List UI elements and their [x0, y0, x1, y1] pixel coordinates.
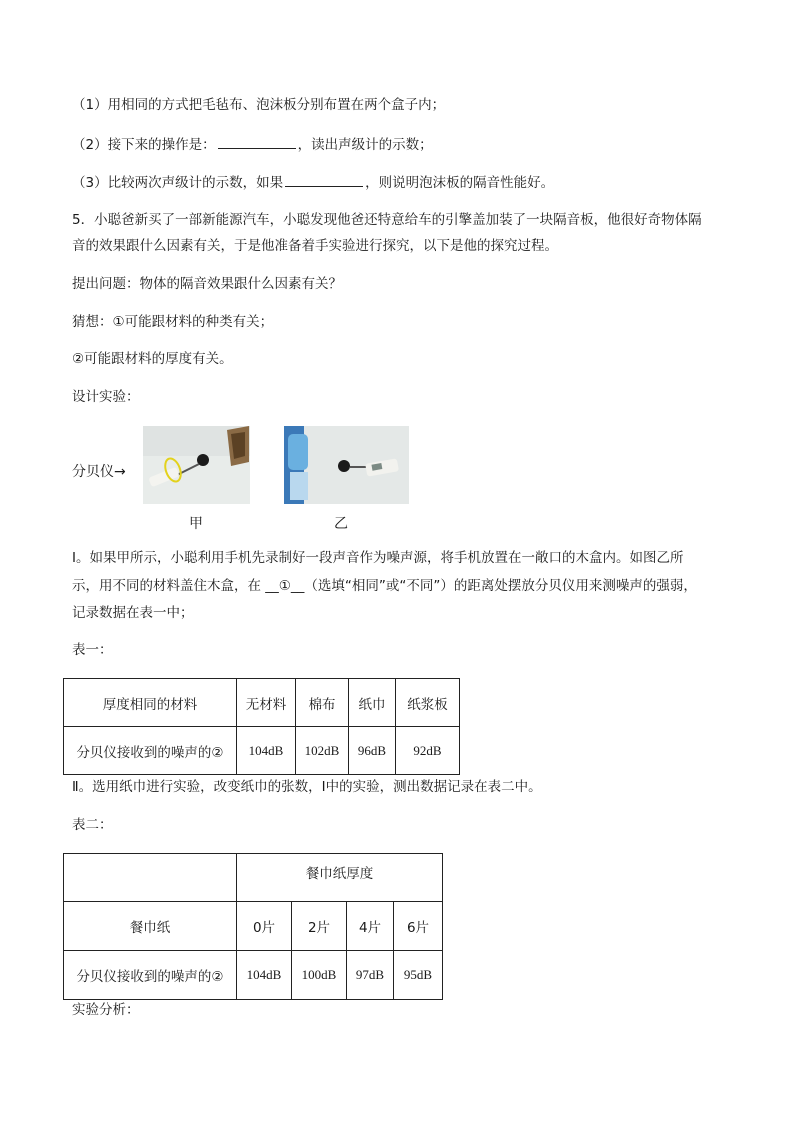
table-cell: 无材料	[237, 679, 296, 727]
table-cell: 96dB	[349, 727, 396, 775]
table-cell: 分贝仪接收到的噪声的②	[64, 951, 237, 1000]
answer-blank[interactable]	[218, 134, 296, 149]
part-1-line-3: 记录数据在表一中；	[72, 605, 194, 621]
figure-label-yi: 乙	[334, 516, 348, 532]
table-cell: 6片	[394, 902, 443, 951]
table-cell: 100dB	[292, 951, 347, 1000]
analysis-heading: 实验分析：	[72, 1002, 140, 1018]
table-cell: 厚度相同的材料	[64, 679, 237, 727]
table-cell: 分贝仪接收到的噪声的②	[64, 727, 237, 775]
answer-blank[interactable]	[285, 172, 363, 187]
part-2-line: Ⅱ。选用纸巾进行实验，改变纸巾的张数，Ⅰ中的实验，测出数据记录在表二中。	[72, 779, 542, 795]
table-cell: 棉布	[296, 679, 349, 727]
step-3-text-before: （3）比较两次声级计的示数，如果	[72, 175, 284, 191]
part-1-line-2: 示，用不同的材料盖住木盒，在 __①__（选填“相同”或“不同”）的距离处摆放分贝仪用来测噪声的强弱，	[72, 578, 697, 594]
arrow-icon: →	[114, 464, 126, 480]
table-cell: 4片	[347, 902, 394, 951]
table-row	[64, 951, 443, 1000]
table-cell: 92dB	[396, 727, 460, 775]
table-cell: 104dB	[237, 951, 292, 1000]
table-cell: 95dB	[394, 951, 443, 1000]
q5-guess-2: ②可能跟材料的厚度有关。	[72, 351, 233, 367]
table-cell: 97dB	[347, 951, 394, 1000]
table-row	[64, 727, 460, 775]
table-2-caption: 表二：	[72, 817, 113, 833]
table-cell: 纸浆板	[396, 679, 460, 727]
step-1: （1）用相同的方式把毛毡布、泡沫板分别布置在两个盒子内；	[72, 97, 446, 113]
part-1-line-1: Ⅰ。如果甲所示，小聪利用手机先录制好一段声音作为噪声源，将手机放置在一敞口的木盒内。如图乙所	[72, 550, 684, 566]
table-row	[64, 854, 443, 902]
q5-design: 设计实验：	[72, 389, 140, 405]
table-1	[63, 678, 460, 775]
q5-guess-1: 猜想：①可能跟材料的种类有关；	[72, 314, 274, 330]
table-cell: 104dB	[237, 727, 296, 775]
table-row	[64, 902, 443, 951]
step-2-text-after: ，读出声级计的示数；	[297, 137, 433, 153]
table-cell: 餐巾纸厚度	[237, 854, 443, 902]
figure-label-jia: 甲	[189, 516, 203, 532]
step-3	[72, 172, 554, 193]
table-cell: 纸巾	[349, 679, 396, 727]
q5-question: 提出问题：物体的隔音效果跟什么因素有关？	[72, 276, 342, 292]
meter-label: 分贝仪→	[72, 464, 126, 480]
table-cell: 0片	[237, 902, 292, 951]
table-cell	[64, 854, 237, 902]
step-3-text-after: ，则说明泡沫板的隔音性能好。	[365, 175, 555, 191]
table-cell: 2片	[292, 902, 347, 951]
table-2	[63, 853, 443, 1000]
blank-1[interactable]: __①__	[265, 578, 305, 594]
photo-yi	[284, 426, 409, 504]
table-cell: 餐巾纸	[64, 902, 237, 951]
photo-jia	[143, 426, 250, 504]
q5-line-1: 5．小聪爸新买了一部新能源汽车，小聪发现他爸还特意给车的引擎盖加装了一块隔音板，他很好奇物体隔	[72, 212, 702, 228]
step-2	[72, 134, 433, 155]
table-cell: 102dB	[296, 727, 349, 775]
q5-line-2: 音的效果跟什么因素有关，于是他准备着手实验进行探究，以下是他的探究过程。	[72, 238, 558, 254]
table-1-caption: 表一：	[72, 642, 113, 658]
table-row	[64, 679, 460, 727]
step-2-text-before: （2）接下来的操作是：	[72, 137, 216, 153]
